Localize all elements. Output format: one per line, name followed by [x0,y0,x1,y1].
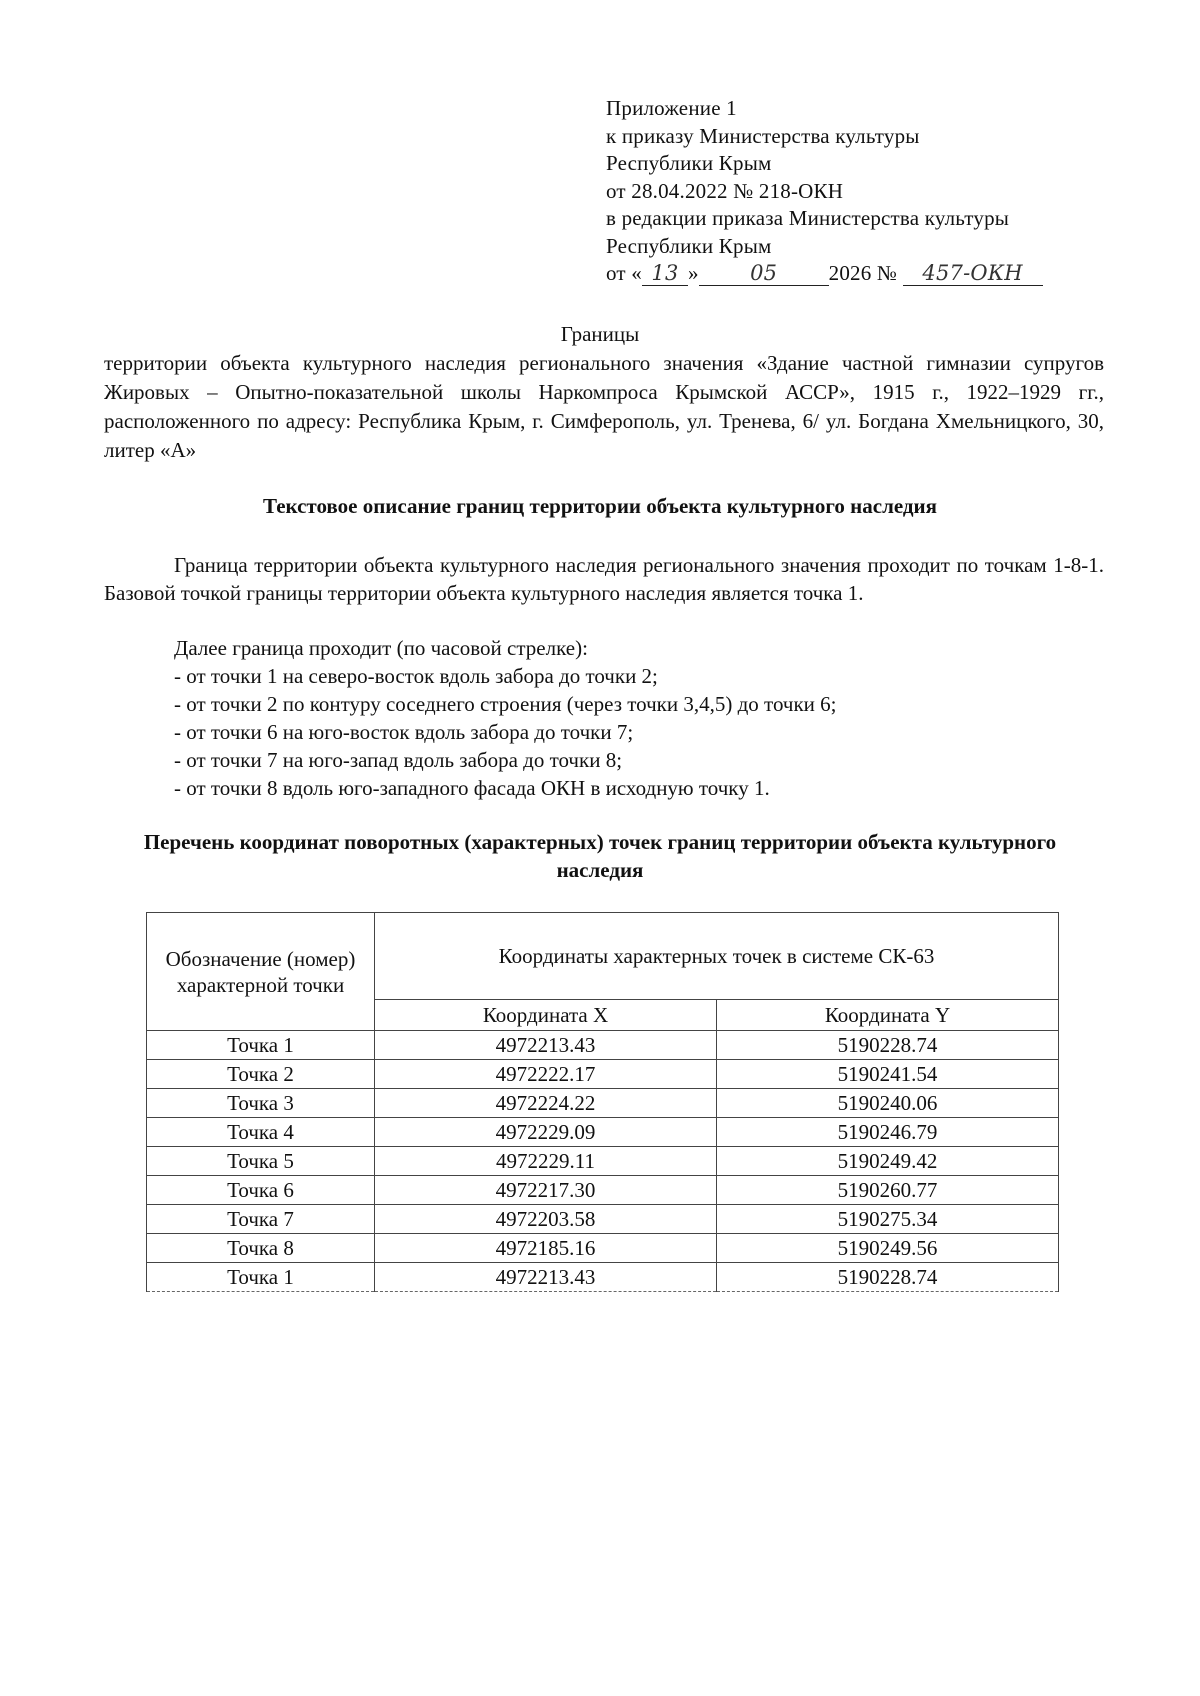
cell-y: 5190228.74 [717,1263,1059,1292]
header-point-designation: Обозначение (номер) характерной точки [147,913,375,1031]
appendix-header [606,95,1126,288]
date-mid: » [687,261,699,285]
table-row [147,1089,1059,1118]
date-year: 2026 № [828,261,898,285]
step-item: - от точки 1 на северо-восток вдоль забора до точки 2; [174,664,658,688]
table-row [147,1263,1059,1292]
cell-x: 4972229.09 [375,1118,717,1147]
date-day-handwritten: 13 [642,263,688,286]
header-coordinates-system: Координаты характерных точек в системе СК-63 [375,913,1059,1000]
document-title: Границы [560,322,640,346]
cell-point: Точка 2 [147,1060,375,1089]
date-month-handwritten: 05 [699,263,829,286]
appendix-line: Приложение 1 [606,96,737,120]
step-item: - от точки 6 на юго-восток вдоль забора до точки 7; [174,720,634,744]
table-row [147,1118,1059,1147]
cell-x: 4972224.22 [375,1089,717,1118]
boundary-steps [174,634,1094,802]
header-coordinate-y: Координата Y [717,1000,1059,1031]
cell-point: Точка 1 [147,1031,375,1060]
cell-point: Точка 5 [147,1147,375,1176]
steps-intro: Далее граница проходит (по часовой стрелке): [174,636,588,660]
cell-y: 5190246.79 [717,1118,1059,1147]
cell-x: 4972185.16 [375,1234,717,1263]
step-item: - от точки 8 вдоль юго-западного фасада ОКН в исходную точку 1. [174,776,770,800]
cell-y: 5190240.06 [717,1089,1059,1118]
appendix-line: Республики Крым [606,233,772,258]
table-row [147,1147,1059,1176]
cell-x: 4972222.17 [375,1060,717,1089]
cell-point: Точка 6 [147,1176,375,1205]
cell-y: 5190249.56 [717,1234,1059,1263]
table-row [147,1205,1059,1234]
cell-point: Точка 4 [147,1118,375,1147]
table-row [147,1176,1059,1205]
appendix-line: Республики Крым [606,151,772,175]
appendix-line: к приказу Министерства культуры [606,123,920,148]
boundary-paragraph: Граница территории объекта культурного наследия регионального значения проходит по точкам 1-8-1. Базовой точкой границы территории объекта культурного наследия является точка 1. [104,553,1104,605]
order-number-handwritten: 457-ОКН [903,263,1043,286]
cell-x: 4972213.43 [375,1263,717,1292]
cell-y: 5190249.42 [717,1147,1059,1176]
cell-y: 5190241.54 [717,1060,1059,1089]
section-heading-coordinates: Перечень координат поворотных (характерных) точек границ территории объекта культурного наследия [143,830,1057,882]
cell-y: 5190275.34 [717,1205,1059,1234]
cell-point: Точка 7 [147,1205,375,1234]
appendix-line: от 28.04.2022 № 218-ОКН [606,178,844,203]
date-prefix: от « [606,261,642,285]
cell-point: Точка 1 [147,1263,375,1292]
cell-x: 4972217.30 [375,1176,717,1205]
table-row [147,1234,1059,1263]
document-subtitle: территории объекта культурного наследия регионального значения «Здание частной гимназии супругов Жировых – Опытно-показательной школы Наркомпроса Крымской АССР», 1915 г., 1922–1929 гг., расположенного по адресу: Республика Крым, г. Симферополь, ул. Тренева, 6/ ул. Богдана Хмельницкого, 30, литер «А» [104,351,1104,462]
coordinates-table [146,912,1059,1292]
cell-point: Точка 8 [147,1234,375,1263]
cell-y: 5190228.74 [717,1031,1059,1060]
cell-x: 4972203.58 [375,1205,717,1234]
step-item: - от точки 7 на юго-запад вдоль забора до точки 8; [174,748,623,772]
header-coordinate-x: Координата X [375,1000,717,1031]
cell-point: Точка 3 [147,1089,375,1118]
cell-x: 4972229.11 [375,1147,717,1176]
table-row [147,1060,1059,1089]
appendix-date-line [606,260,1126,288]
step-item: - от точки 2 по контуру соседнего строения (через точки 3,4,5) до точки 6; [174,692,837,716]
cell-x: 4972213.43 [375,1031,717,1060]
cell-y: 5190260.77 [717,1176,1059,1205]
table-row [147,1031,1059,1060]
appendix-line: в редакции приказа Министерства культуры [606,206,1010,230]
section-heading-description: Текстовое описание границ территории объекта культурного наследия [262,494,938,518]
